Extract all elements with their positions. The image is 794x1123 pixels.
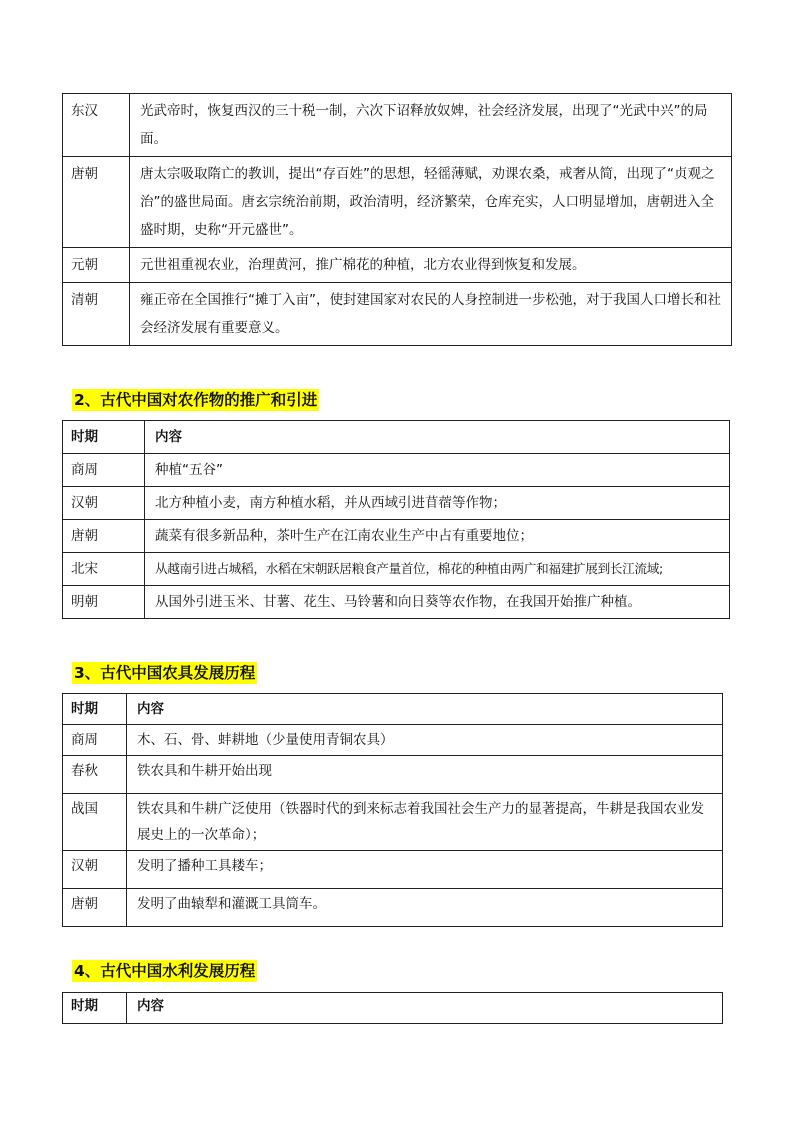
column-header-content: 内容 [127,694,723,725]
table-header-row [63,694,723,725]
content-cell: 光武帝时，恢复西汉的三十税一制，六次下诏释放奴婢，社会经济发展，出现了“光武中兴”的局面。 [130,94,732,157]
period-cell: 唐朝 [63,157,130,248]
period-cell: 战国 [63,794,127,851]
period-cell: 春秋 [63,756,127,794]
period-cell: 北宋 [63,553,145,586]
table-row [63,794,723,851]
table-row [63,520,730,553]
table-row [63,586,730,619]
period-cell: 商周 [63,454,145,487]
section-title: 4、古代中国水利发展历程 [74,962,256,980]
period-cell: 东汉 [63,94,130,157]
table-header-row [63,421,730,454]
content-cell: 蔬菜有很多新品种，茶叶生产在江南农业生产中占有重要地位； [145,520,730,553]
period-cell: 元朝 [63,248,130,283]
table-header-row [63,993,723,1024]
water-conservancy-table [62,992,723,1024]
content-cell: 从越南引进占城稻，水稻在宋朝跃居粮食产量首位，棉花的种植由两广和福建扩展到长江流域; [145,553,730,586]
farm-tools-table [62,693,723,927]
content-cell: 种植“五谷” [145,454,730,487]
period-cell: 清朝 [63,283,130,346]
content-cell: 唐太宗吸取隋亡的教训，提出“存百姓”的思想，轻徭薄赋，劝课农桑，戒奢从简，出现了“贞观之治”的盛世局面。唐玄宗统治前期，政治清明，经济繁荣，仓库充实，人口明显增加，唐朝进入全盛时期，史称“开元盛世”。 [130,157,732,248]
period-cell: 唐朝 [63,520,145,553]
content-cell: 发明了曲辕犁和灌溉工具筒车。 [127,889,723,927]
content-cell: 雍正帝在全国推行“摊丁入亩”，使封建国家对农民的人身控制进一步松弛，对于我国人口增长和社会经济发展有重要意义。 [130,283,732,346]
period-cell: 汉朝 [63,487,145,520]
content-cell: 发明了播种工具耧车； [127,851,723,889]
crop-table [62,420,730,619]
period-cell: 商周 [63,725,127,756]
table-row [63,248,732,283]
column-header-period: 时期 [63,993,127,1024]
table-row [63,756,723,794]
table-row [63,157,732,248]
section-title: 3、古代中国农具发展历程 [74,664,256,682]
dynasty-policy-table [62,93,732,346]
table-row [63,553,730,586]
content-cell: 从国外引进玉米、甘薯、花生、马铃薯和向日葵等农作物，在我国开始推广种植。 [145,586,730,619]
table-row [63,94,732,157]
table-row [63,487,730,520]
section-title: 2、古代中国对农作物的推广和引进 [74,391,318,409]
content-cell: 北方种植小麦，南方种植水稻，并从西域引进苜蓿等作物； [145,487,730,520]
period-cell: 唐朝 [63,889,127,927]
content-cell: 元世祖重视农业，治理黄河，推广棉花的种植，北方农业得到恢复和发展。 [130,248,732,283]
period-cell: 明朝 [63,586,145,619]
table-row [63,454,730,487]
table-row [63,725,723,756]
content-cell: 木、石、骨、蚌耕地（少量使用青铜农具） [127,725,723,756]
column-header-content: 内容 [127,993,723,1024]
period-cell: 汉朝 [63,851,127,889]
table-row [63,283,732,346]
column-header-period: 时期 [63,694,127,725]
content-cell: 铁农具和牛耕开始出现 [127,756,723,794]
table-row [63,889,723,927]
content-cell: 铁农具和牛耕广泛使用（铁器时代的到来标志着我国社会生产力的显著提高，牛耕是我国农业发展史上的一次革命）； [127,794,723,851]
column-header-period: 时期 [63,421,145,454]
table-row [63,851,723,889]
column-header-content: 内容 [145,421,730,454]
